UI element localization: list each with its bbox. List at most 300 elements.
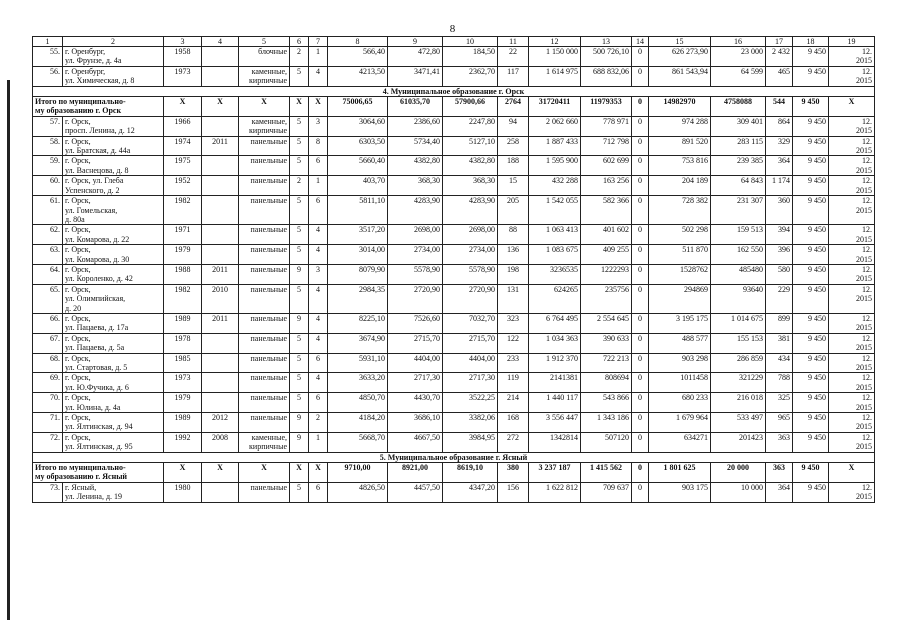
year-built: 1974 — [164, 136, 202, 156]
value-c10: 368,30 — [443, 176, 498, 196]
subtotal-c14: 0 — [632, 463, 649, 483]
cell-line: 12. — [862, 482, 872, 492]
subtotal-c12: 3 237 187 — [529, 463, 581, 483]
address-cell — [63, 176, 164, 196]
cell-line: г. Орск, — [65, 225, 91, 235]
value-c12: 432 288 — [529, 176, 581, 196]
wall-material — [239, 225, 290, 245]
value-c17: 394 — [766, 225, 793, 245]
floors: 5 — [290, 373, 309, 393]
row-number: 69. — [33, 373, 63, 393]
value-c12: 1 063 413 — [529, 225, 581, 245]
address-cell — [63, 393, 164, 413]
row-number: 67. — [33, 333, 63, 353]
year-commissioned — [202, 333, 239, 353]
deadline-cell — [829, 393, 875, 413]
wall-material — [239, 333, 290, 353]
value-c16: 286 859 — [711, 353, 766, 373]
floors: 5 — [290, 482, 309, 502]
column-number: 16 — [711, 37, 766, 47]
value-c11: 198 — [498, 264, 529, 284]
value-c9: 368,30 — [388, 176, 443, 196]
value-c15: 1 679 964 — [649, 413, 711, 433]
value-c15: 753 816 — [649, 156, 711, 176]
cell-line: г. Орск, — [65, 136, 91, 146]
year-commissioned: 2010 — [202, 284, 239, 313]
value-c17: 788 — [766, 373, 793, 393]
value-c18: 9 450 — [793, 66, 829, 86]
subtotal-c12: 31720411 — [529, 97, 581, 117]
section-title: 4. Муниципальное образование г. Орск — [33, 86, 875, 96]
value-c16: 283 115 — [711, 136, 766, 156]
value-c16: 321229 — [711, 373, 766, 393]
subtotal-c5: X — [239, 97, 290, 117]
subtotal-c4: X — [202, 97, 239, 117]
value-c10: 5127,10 — [443, 136, 498, 156]
column-number: 12 — [529, 37, 581, 47]
value-c8: 2984,35 — [328, 284, 388, 313]
year-built: 1988 — [164, 264, 202, 284]
cell-line: 12. — [862, 245, 872, 255]
page-number: 8 — [449, 23, 456, 35]
value-c9: 3471,41 — [388, 66, 443, 86]
floors: 5 — [290, 284, 309, 313]
value-c16: 201423 — [711, 432, 766, 452]
value-c12: 1 887 433 — [529, 136, 581, 156]
value-c12: 1 083 675 — [529, 245, 581, 265]
value-c11: 272 — [498, 432, 529, 452]
cell-line: 2015 — [856, 146, 872, 156]
wall-material — [239, 353, 290, 373]
value-c9: 3686,10 — [388, 413, 443, 433]
table-row — [33, 47, 875, 67]
year-commissioned: 2008 — [202, 432, 239, 452]
column-number: 19 — [829, 37, 875, 47]
value-c17: 899 — [766, 313, 793, 333]
value-c13: 2 554 645 — [581, 313, 632, 333]
value-c16: 1 014 675 — [711, 313, 766, 333]
value-c9: 4457,50 — [388, 482, 443, 502]
cell-line: г. Орск, — [65, 432, 91, 442]
row-number: 64. — [33, 264, 63, 284]
entrances: 3 — [309, 264, 328, 284]
value-c8: 3064,60 — [328, 116, 388, 136]
floors: 5 — [290, 393, 309, 413]
subtotal-c16: 4758088 — [711, 97, 766, 117]
value-c18: 9 450 — [793, 136, 829, 156]
value-c15: 634271 — [649, 432, 711, 452]
deadline-cell — [829, 333, 875, 353]
value-c12: 2141381 — [529, 373, 581, 393]
column-number: 14 — [632, 37, 649, 47]
deadline-cell — [829, 136, 875, 156]
subtotal-c11: 2764 — [498, 97, 529, 117]
entrances: 6 — [309, 482, 328, 502]
year-commissioned — [202, 116, 239, 136]
table-row — [33, 225, 875, 245]
cell-line: 12. — [862, 413, 872, 423]
value-c11: 117 — [498, 66, 529, 86]
cell-line: ул. Ленина, д. 19 — [65, 492, 123, 502]
value-c18: 9 450 — [793, 245, 829, 265]
housing-register-table — [32, 36, 875, 503]
deadline-cell — [829, 482, 875, 502]
section-header-row — [33, 86, 875, 96]
entrances: 4 — [309, 66, 328, 86]
address-cell — [63, 413, 164, 433]
subtotal-c18: 9 450 — [793, 463, 829, 483]
deadline-cell — [829, 225, 875, 245]
table-row — [33, 66, 875, 86]
year-built: 1971 — [164, 225, 202, 245]
value-c12: 3236535 — [529, 264, 581, 284]
subtotal-c3: X — [164, 463, 202, 483]
table-row — [33, 136, 875, 156]
value-c15: 903 175 — [649, 482, 711, 502]
value-c15: 294869 — [649, 284, 711, 313]
value-c8: 403,70 — [328, 176, 388, 196]
cell-line: панельные — [250, 393, 287, 403]
value-c8: 3674,90 — [328, 333, 388, 353]
table-body — [33, 37, 875, 503]
value-c11: 119 — [498, 373, 529, 393]
floors: 9 — [290, 413, 309, 433]
cell-line: 2015 — [856, 56, 872, 66]
table-row — [33, 116, 875, 136]
value-c12: 1 542 055 — [529, 196, 581, 225]
deadline-cell — [829, 66, 875, 86]
value-c11: 188 — [498, 156, 529, 176]
subtotal-c13: 1 415 562 — [581, 463, 632, 483]
table-row — [33, 413, 875, 433]
cell-line: панельные — [250, 313, 287, 323]
value-c18: 9 450 — [793, 333, 829, 353]
cell-line: г. Орск, — [65, 264, 91, 274]
value-c16: 162 550 — [711, 245, 766, 265]
value-c14: 0 — [632, 136, 649, 156]
value-c11: 214 — [498, 393, 529, 413]
wall-material — [239, 264, 290, 284]
row-number: 68. — [33, 353, 63, 373]
value-c13: 543 866 — [581, 393, 632, 413]
cell-line: г. Орск, — [65, 196, 91, 206]
row-number: 58. — [33, 136, 63, 156]
subtotal-c15: 14982970 — [649, 97, 711, 117]
value-c15: 680 233 — [649, 393, 711, 413]
value-c8: 6303,50 — [328, 136, 388, 156]
value-c16: 23 000 — [711, 47, 766, 67]
subtotal-c7: X — [309, 97, 328, 117]
subtotal-c15: 1 801 625 — [649, 463, 711, 483]
cell-line: Итого по муниципально- — [35, 463, 126, 473]
column-number: 4 — [202, 37, 239, 47]
value-c16: 159 513 — [711, 225, 766, 245]
entrances: 4 — [309, 333, 328, 353]
year-commissioned: 2012 — [202, 413, 239, 433]
cell-line: панельные — [250, 225, 287, 235]
value-c8: 5660,40 — [328, 156, 388, 176]
value-c8: 566,40 — [328, 47, 388, 67]
value-c13: 507120 — [581, 432, 632, 452]
value-c12: 3 556 447 — [529, 413, 581, 433]
row-number: 66. — [33, 313, 63, 333]
value-c13: 1 343 186 — [581, 413, 632, 433]
table-row — [33, 156, 875, 176]
year-built: 1966 — [164, 116, 202, 136]
subtotal-c5: X — [239, 463, 290, 483]
subtotal-c16: 20 000 — [711, 463, 766, 483]
table-row — [33, 313, 875, 333]
table-row — [33, 333, 875, 353]
table-row — [33, 264, 875, 284]
cell-line: ул. Васнецова, д. 8 — [65, 165, 129, 175]
cell-line: 12. — [862, 196, 872, 206]
value-c11: 22 — [498, 47, 529, 67]
deadline-cell — [829, 373, 875, 393]
value-c16: 533 497 — [711, 413, 766, 433]
floors: 5 — [290, 245, 309, 265]
floors: 5 — [290, 136, 309, 156]
value-c16: 231 307 — [711, 196, 766, 225]
subtotal-c19: X — [829, 463, 875, 483]
value-c12: 1 150 000 — [529, 47, 581, 67]
address-cell — [63, 333, 164, 353]
subtotal-label — [33, 463, 164, 483]
value-c14: 0 — [632, 413, 649, 433]
cell-line: 2015 — [856, 382, 872, 392]
subtotal-c11: 380 — [498, 463, 529, 483]
binding-margin-line — [7, 80, 10, 620]
value-c15: 511 870 — [649, 245, 711, 265]
column-number: 5 — [239, 37, 290, 47]
year-built: 1989 — [164, 313, 202, 333]
value-c9: 4283,90 — [388, 196, 443, 225]
value-c8: 8079,90 — [328, 264, 388, 284]
year-built: 1952 — [164, 176, 202, 196]
value-c14: 0 — [632, 264, 649, 284]
cell-line: г. Орск, — [65, 116, 91, 126]
value-c9: 472,80 — [388, 47, 443, 67]
value-c18: 9 450 — [793, 313, 829, 333]
value-c17: 363 — [766, 432, 793, 452]
table-row — [33, 176, 875, 196]
column-number-row — [33, 37, 875, 47]
value-c12: 2 062 660 — [529, 116, 581, 136]
value-c10: 5578,90 — [443, 264, 498, 284]
table-row — [33, 393, 875, 413]
value-c17: 965 — [766, 413, 793, 433]
value-c17: 229 — [766, 284, 793, 313]
cell-line: панельные — [250, 245, 287, 255]
cell-line: 12. — [862, 284, 872, 294]
value-c8: 8225,10 — [328, 313, 388, 333]
cell-line: 12. — [862, 313, 872, 323]
cell-line: 12. — [862, 353, 872, 363]
floors: 5 — [290, 196, 309, 225]
year-commissioned — [202, 156, 239, 176]
value-c15: 204 189 — [649, 176, 711, 196]
cell-line: 2015 — [856, 363, 872, 372]
value-c13: 390 633 — [581, 333, 632, 353]
cell-line: 2015 — [856, 323, 872, 333]
cell-line: г. Орск, — [65, 353, 91, 363]
value-c18: 9 450 — [793, 196, 829, 225]
address-cell — [63, 47, 164, 67]
value-c13: 709 637 — [581, 482, 632, 502]
deadline-cell — [829, 47, 875, 67]
value-c11: 323 — [498, 313, 529, 333]
row-number: 56. — [33, 66, 63, 86]
row-number: 70. — [33, 393, 63, 413]
row-number: 73. — [33, 482, 63, 502]
cell-line: 2015 — [856, 442, 872, 452]
row-number: 55. — [33, 47, 63, 67]
column-number: 6 — [290, 37, 309, 47]
cell-line: 2015 — [856, 254, 872, 264]
value-c8: 4213,50 — [328, 66, 388, 86]
value-c11: 156 — [498, 482, 529, 502]
subtotal-c8: 75006,65 — [328, 97, 388, 117]
value-c14: 0 — [632, 353, 649, 373]
value-c15: 488 577 — [649, 333, 711, 353]
value-c16: 216 018 — [711, 393, 766, 413]
wall-material — [239, 413, 290, 433]
cell-line: 12. — [862, 136, 872, 146]
value-c16: 64 599 — [711, 66, 766, 86]
value-c18: 9 450 — [793, 264, 829, 284]
value-c8: 4184,20 — [328, 413, 388, 433]
cell-line: 2015 — [856, 402, 872, 412]
value-c9: 2734,00 — [388, 245, 443, 265]
value-c15: 861 543,94 — [649, 66, 711, 86]
year-commissioned — [202, 196, 239, 225]
value-c14: 0 — [632, 284, 649, 313]
entrances: 4 — [309, 313, 328, 333]
value-c12: 6 764 495 — [529, 313, 581, 333]
value-c17: 396 — [766, 245, 793, 265]
value-c10: 2715,70 — [443, 333, 498, 353]
deadline-cell — [829, 176, 875, 196]
cell-line: ул. Пацаева, д. 17а — [65, 323, 129, 333]
cell-line: г. Орск, — [65, 313, 91, 323]
cell-line: г. Орск, — [65, 284, 91, 294]
value-c10: 2717,30 — [443, 373, 498, 393]
cell-line: Итого по муниципально- — [35, 97, 126, 107]
value-c12: 1 595 900 — [529, 156, 581, 176]
cell-line: ул. Комарова, д. 22 — [65, 234, 130, 244]
wall-material — [239, 47, 290, 67]
table-row — [33, 196, 875, 225]
subtotal-c14: 0 — [632, 97, 649, 117]
address-cell — [63, 225, 164, 245]
address-cell — [63, 432, 164, 452]
value-c14: 0 — [632, 156, 649, 176]
entrances: 1 — [309, 176, 328, 196]
value-c12: 1 614 975 — [529, 66, 581, 86]
cell-line: 2015 — [856, 492, 872, 502]
table-row — [33, 432, 875, 452]
cell-line: г. Орск, — [65, 393, 91, 403]
value-c9: 2386,60 — [388, 116, 443, 136]
year-commissioned: 2011 — [202, 264, 239, 284]
cell-line: 2015 — [856, 126, 872, 136]
value-c8: 5811,10 — [328, 196, 388, 225]
cell-line: ул. Юлина, д. 4а — [65, 402, 121, 412]
wall-material — [239, 176, 290, 196]
row-number: 61. — [33, 196, 63, 225]
cell-line: г. Орск, — [65, 373, 91, 383]
value-c15: 626 273,90 — [649, 47, 711, 67]
floors: 9 — [290, 313, 309, 333]
cell-line: панельные — [250, 413, 287, 423]
value-c15: 502 298 — [649, 225, 711, 245]
cell-line: 12. — [862, 432, 872, 442]
row-number: 65. — [33, 284, 63, 313]
value-c12: 1342814 — [529, 432, 581, 452]
value-c12: 1 912 370 — [529, 353, 581, 373]
value-c12: 624265 — [529, 284, 581, 313]
value-c18: 9 450 — [793, 482, 829, 502]
value-c10: 2720,90 — [443, 284, 498, 313]
value-c10: 3382,06 — [443, 413, 498, 433]
value-c10: 184,50 — [443, 47, 498, 67]
wall-material — [239, 482, 290, 502]
value-c11: 233 — [498, 353, 529, 373]
wall-material — [239, 196, 290, 225]
deadline-cell — [829, 196, 875, 225]
address-cell — [63, 66, 164, 86]
cell-line: 12. — [862, 333, 872, 343]
subtotal-c10: 8619,10 — [443, 463, 498, 483]
value-c12: 1 034 363 — [529, 333, 581, 353]
floors: 9 — [290, 264, 309, 284]
subtotal-c10: 57900,66 — [443, 97, 498, 117]
cell-line: д. 20 — [65, 303, 82, 313]
value-c18: 9 450 — [793, 116, 829, 136]
cell-line: панельные — [250, 373, 287, 383]
cell-line: 2015 — [856, 294, 872, 304]
year-commissioned — [202, 176, 239, 196]
table-row — [33, 245, 875, 265]
row-number: 60. — [33, 176, 63, 196]
cell-line: 12. — [862, 176, 872, 186]
cell-line: г. Орск, — [65, 413, 91, 423]
value-c14: 0 — [632, 225, 649, 245]
deadline-cell — [829, 156, 875, 176]
wall-material — [239, 393, 290, 413]
value-c8: 3014,00 — [328, 245, 388, 265]
floors: 9 — [290, 432, 309, 452]
value-c10: 3984,95 — [443, 432, 498, 452]
row-number: 59. — [33, 156, 63, 176]
value-c13: 688 832,06 — [581, 66, 632, 86]
subtotal-c3: X — [164, 97, 202, 117]
value-c10: 4347,20 — [443, 482, 498, 502]
subtotal-c18: 9 450 — [793, 97, 829, 117]
cell-line: 12. — [862, 264, 872, 274]
cell-line: блочные — [258, 47, 287, 56]
cell-line: просп. Ленина, д. 12 — [65, 126, 135, 136]
table-row — [33, 284, 875, 313]
subtotal-c17: 544 — [766, 97, 793, 117]
value-c9: 7526,60 — [388, 313, 443, 333]
value-c18: 9 450 — [793, 225, 829, 245]
wall-material — [239, 136, 290, 156]
entrances: 6 — [309, 156, 328, 176]
value-c18: 9 450 — [793, 176, 829, 196]
cell-line: панельные — [250, 353, 287, 363]
row-number: 57. — [33, 116, 63, 136]
